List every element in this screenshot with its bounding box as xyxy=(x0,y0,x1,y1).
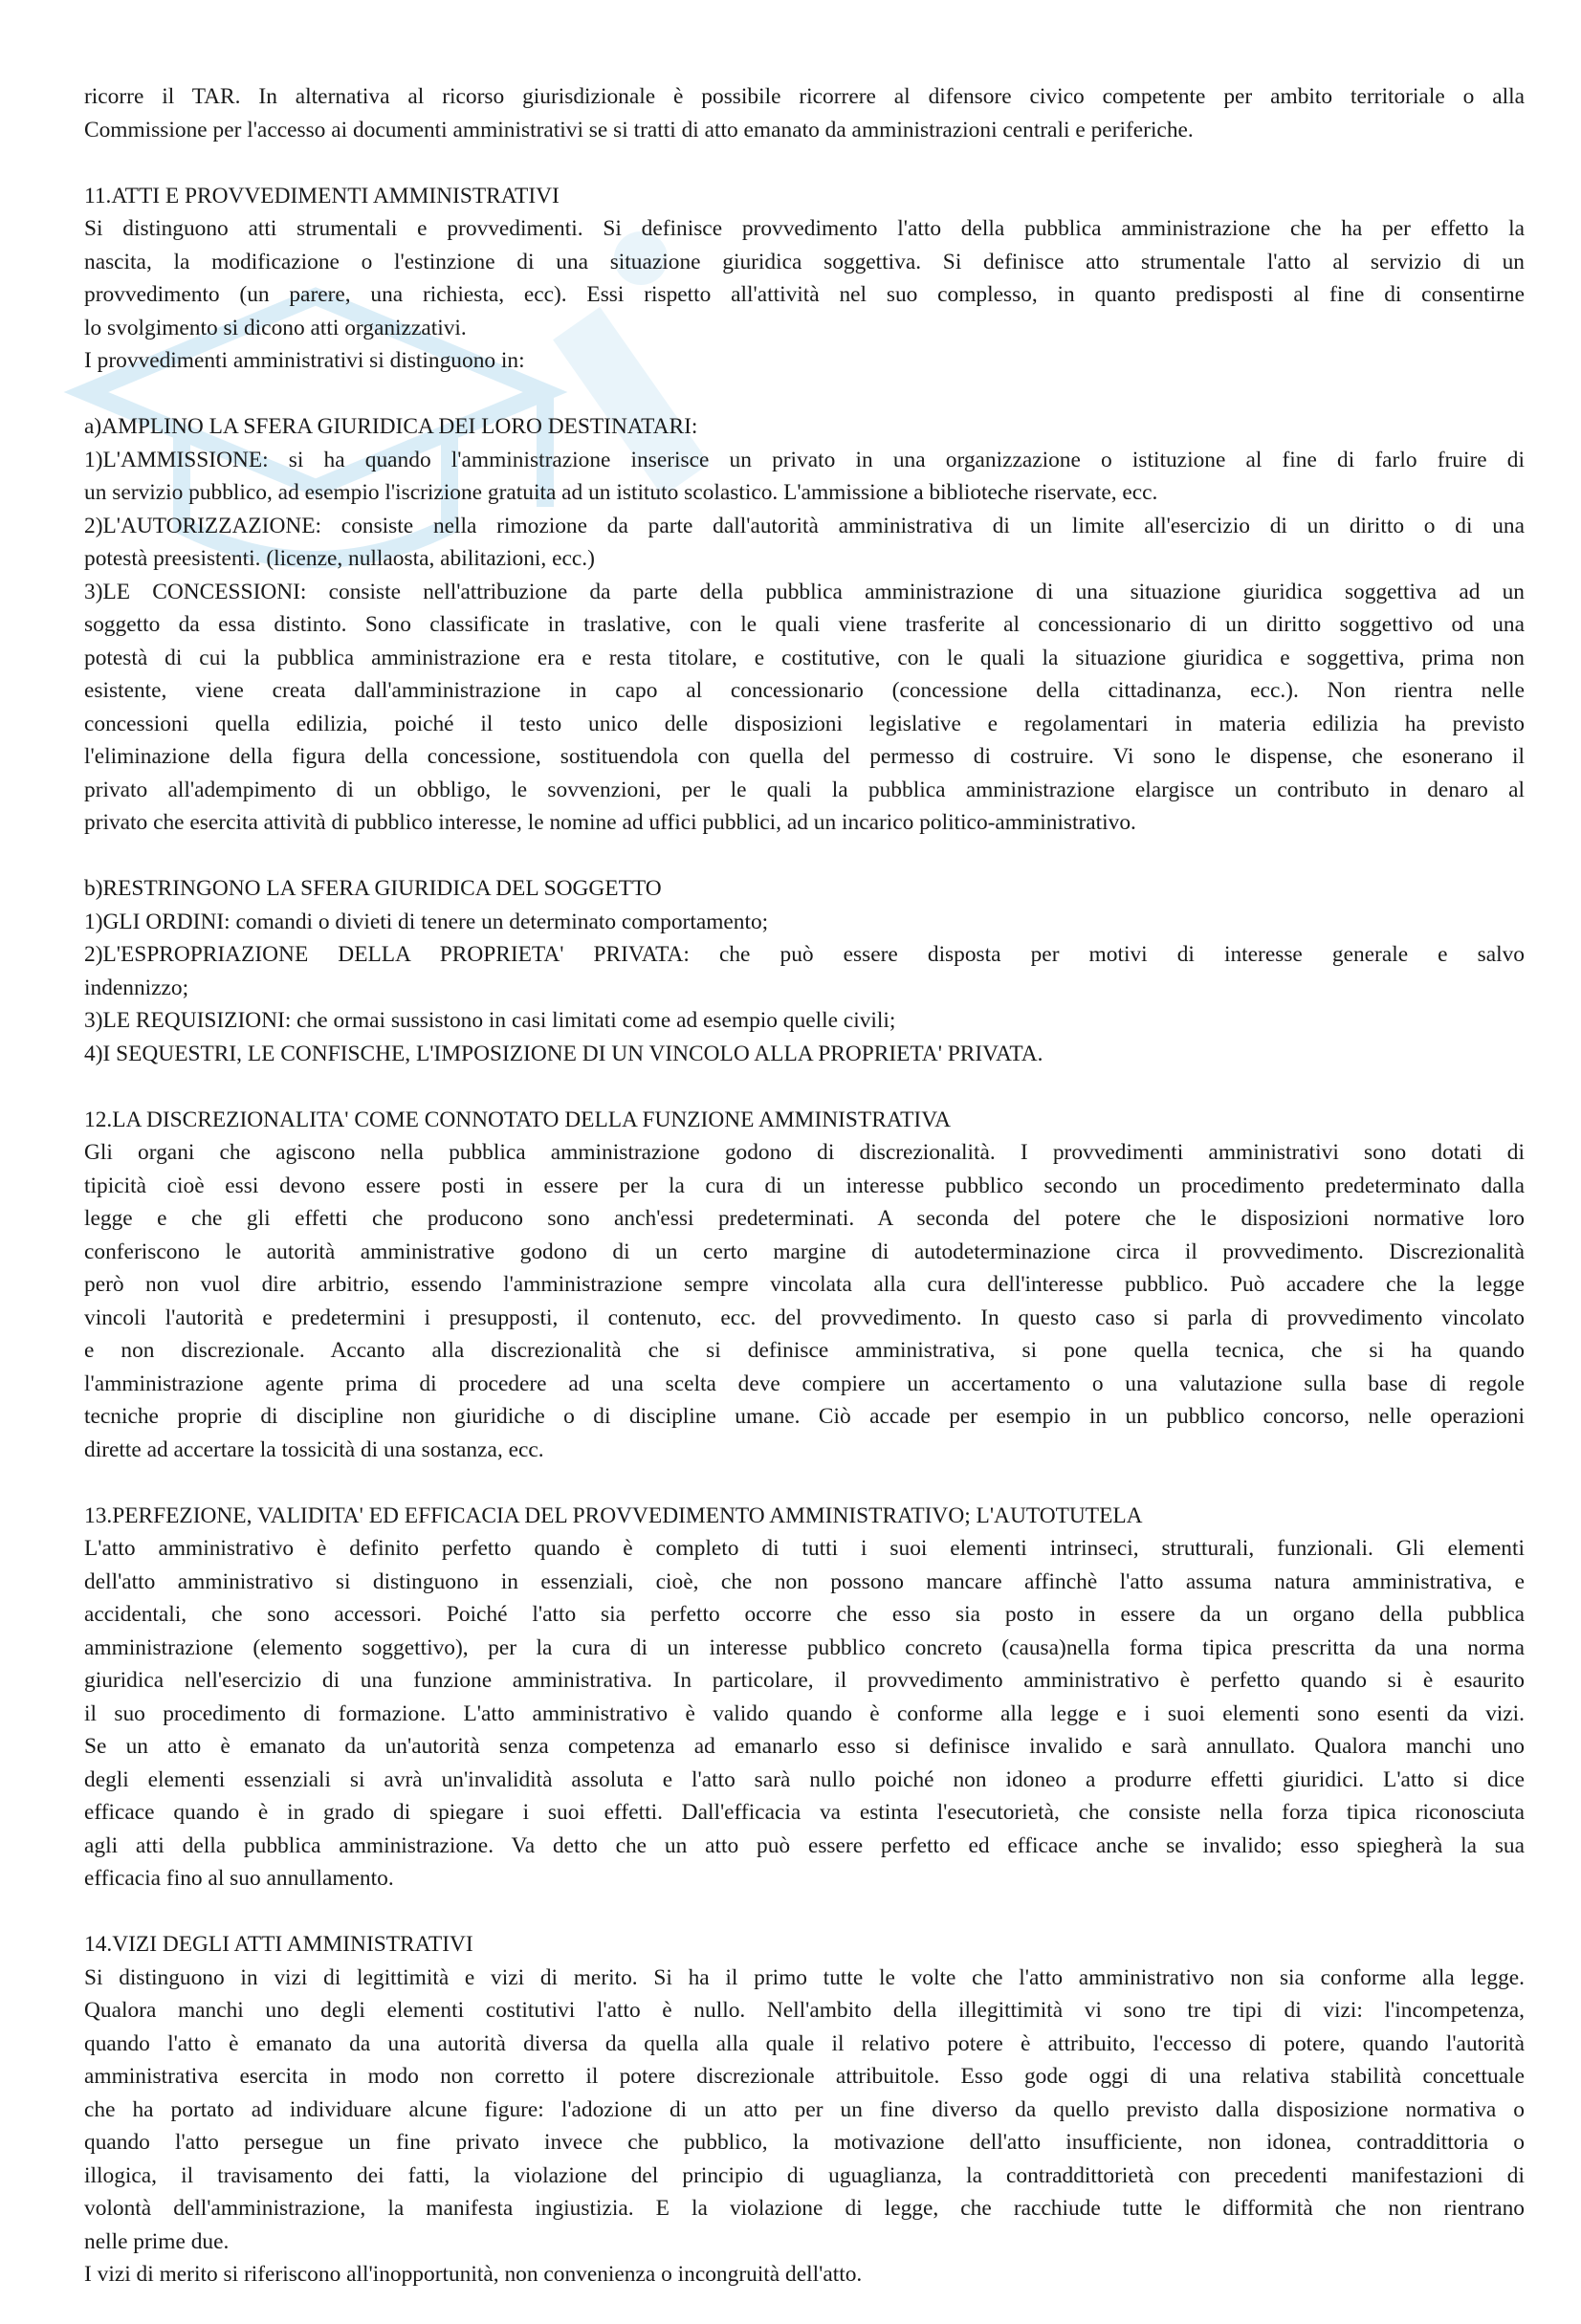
text-line: amministrativa esercita in modo non corretto il potere discrezionale attribuitole. Esso gode oggi di una relativa stabilità concettuale xyxy=(84,2064,1525,2089)
section-b-restrittivi xyxy=(84,872,1525,1070)
text-line: 2)L'ESPROPRIAZIONE DELLA PROPRIETA' PRIVATA: che può essere disposta per motivi di interesse generale e salvo xyxy=(84,942,1525,967)
text-line: Gli organi che agiscono nella pubblica amministrazione godono di discrezionalità. I provvedimenti amministrativi sono dotati di xyxy=(84,1140,1525,1165)
text-line: l'amministrazione agente prima di procedere ad una scelta deve compiere un accertamento o una valutazione sulla base di regole xyxy=(84,1370,1525,1396)
text-line: efficacia fino al suo annullamento. xyxy=(84,1866,394,1891)
text-line: illogica, il travisamento dei fatti, la violazione del principio di uguaglianza, la contraddittorietà con precedenti manifestazioni di xyxy=(84,2162,1525,2188)
text-line: il suo procedimento di formazione. L'atto amministrativo è valido quando è conforme alla legge e i suoi elementi sono esenti da vizi. xyxy=(84,1700,1525,1726)
text-line: 1)L'AMMISSIONE: si ha quando l'amministrazione inserisce un privato in una organizzazione o istituzione al fine di farlo fruire di xyxy=(84,447,1525,472)
text-line: tipicità cioè essi devono essere posti in essere per la cura di un interesse pubblico secondo un procedimento predeterminato dalla xyxy=(84,1173,1525,1198)
section-title: 11.ATTI E PROVVEDIMENTI AMMINISTRATIVI xyxy=(84,183,560,208)
text-line: conferiscono le autorità amministrative godono di un certo margine di autodeterminazione circa il provvedimento. Discrezionalità xyxy=(84,1239,1525,1264)
text-line: Commissione per l'accesso ai documenti amministrativi se si tratti di atto emanato da amministrazioni centrali e periferiche. xyxy=(84,117,1194,143)
text-line: volontà dell'amministrazione, la manifesta ingiustizia. E la violazione di legge, che racchiude tutte le difformità che non rientrano xyxy=(84,2196,1525,2221)
text-line: esistente, viene creata dall'amministrazione in capo al concessionario (concessione della cittadinanza, ecc.). Non rientra nelle xyxy=(84,678,1525,703)
text-line: dirette ad accertare la tossicità di una sostanza, ecc. xyxy=(84,1436,544,1462)
text-line: 3)LE CONCESSIONI: consiste nell'attribuzione da parte della pubblica amministrazione di una situazione giuridica soggettiva ad un xyxy=(84,579,1525,604)
section-title: 13.PERFEZIONE, VALIDITA' ED EFFICACIA DEL PROVVEDIMENTO AMMINISTRATIVO; L'AUTOTUTELA xyxy=(84,1502,1143,1528)
text-line: Si distinguono atti strumentali e provvedimenti. Si definisce provvedimento l'atto della pubblica amministrazione che ha per effetto la xyxy=(84,216,1525,241)
text-line: vincoli l'autorità e predetermini i presupposti, il contenuto, ecc. del provvedimento. In questo caso si parla di provvedimento vincolato xyxy=(84,1305,1525,1330)
section-title: 14.VIZI DEGLI ATTI AMMINISTRATIVI xyxy=(84,1932,473,1957)
document-page xyxy=(84,80,1525,2324)
text-line: accidentali, che sono accessori. Poiché l'atto sia perfetto occorre che esso sia posto in essere da un organo della pubblica xyxy=(84,1602,1525,1627)
subsection-title: b)RESTRINGONO LA SFERA GIURIDICA DEL SOGGETTO xyxy=(84,876,662,901)
text-line: indennizzo; xyxy=(84,975,189,1000)
text-line: che ha portato ad individuare alcune figure: l'adozione di un atto per un fine diverso da quello previsto dalla disposizione normativa o xyxy=(84,2096,1525,2122)
text-line: ricorre il TAR. In alternativa al ricorso giurisdizionale è possibile ricorrere al difensore civico competente per ambito territoriale o alla xyxy=(84,84,1525,109)
section-a-ampliativi xyxy=(84,410,1525,840)
text-line: Se un atto è emanato da un'autorità senza competenza ad emanarlo esso si definisce invalido e sarà annullato. Qualora manchi uno xyxy=(84,1734,1525,1759)
text-line: nelle prime due. xyxy=(84,2228,230,2254)
text-line: provvedimento (un parere, una richiesta, ecc). Essi rispetto all'attività nel suo complesso, in quanto predisposti al fine di consentirne xyxy=(84,282,1525,307)
text-line: I vizi di merito si riferiscono all'inopportunità, non convenienza o incongruità dell'atto. xyxy=(84,2262,863,2287)
text-line: quando l'atto è emanato da una autorità diversa da quella alla quale il relativo potere è attribuito, l'eccesso di potere, quando l'autorità xyxy=(84,2030,1525,2056)
text-line: dell'atto amministrativo si distinguono in essenziali, cioè, che non possono mancare affinchè l'atto assuma natura amministrativa, e xyxy=(84,1568,1525,1594)
text-line: privato che esercita attività di pubblico interesse, le nomine ad uffici pubblici, ad un incarico politico-amministrativo. xyxy=(84,810,1136,835)
text-line: un servizio pubblico, ad esempio l'iscrizione gratuita ad un istituto scolastico. L'ammissione a biblioteche riservate, ecc. xyxy=(84,480,1158,505)
text-line: amministrazione (elemento soggettivo), per la cura di un interesse pubblico concreto (causa)nella forma tipica prescritta da una norma xyxy=(84,1634,1525,1660)
section-12 xyxy=(84,1104,1525,1467)
text-line: soggetto da essa distinto. Sono classificate in traslative, con le quali viene trasferite al concessionario di un diritto soggettivo od una xyxy=(84,612,1525,637)
text-line: degli elementi essenziali si avrà un'invalidità assoluta e l'atto sarà nullo poiché non idoneo a produrre effetti giuridici. L'atto si dice xyxy=(84,1766,1525,1792)
text-line: agli atti della pubblica amministrazione. Va detto che un atto può essere perfetto ed efficace anche se invalido; esso spiegherà la sua xyxy=(84,1832,1525,1858)
text-line: però non vuol dire arbitrio, essendo l'amministrazione sempre vincolata alla cura dell'interesse pubblico. Può accadere che la legge xyxy=(84,1272,1525,1297)
intro-paragraph xyxy=(84,80,1525,146)
text-line: I provvedimenti amministrativi si distinguono in: xyxy=(84,348,525,373)
text-line: Qualora manchi uno degli elementi costitutivi l'atto è nullo. Nell'ambito della illegittimità vi sono tre tipi di vizi: l'incompetenza, xyxy=(84,1998,1525,2023)
section-13 xyxy=(84,1500,1525,1896)
text-line: quando l'atto persegue un fine privato invece che pubblico, la motivazione dell'atto insufficiente, non idonea, contraddittoria o xyxy=(84,2130,1525,2155)
text-line: efficace quando è in grado di spiegare i suoi effetti. Dall'efficacia va estinta l'esecutorietà, che consiste nella forza tipica riconosciuta xyxy=(84,1800,1525,1825)
text-line: L'atto amministrativo è definito perfetto quando è completo di tutti i suoi elementi intrinseci, strutturali, funzionali. Gli elementi xyxy=(84,1536,1525,1561)
text-line: 2)L'AUTORIZZAZIONE: consiste nella rimozione da parte dall'autorità amministrativa di un limite all'esercizio di un diritto o di una xyxy=(84,513,1525,538)
section-11 xyxy=(84,180,1525,378)
text-line: privato all'adempimento di un obbligo, le sovvenzioni, per le quali la pubblica amministrazione elargisce un contributo in denaro al xyxy=(84,777,1525,802)
text-line: e non discrezionale. Accanto alla discrezionalità che si definisce amministrativa, si pone quella tecnica, che si ha quando xyxy=(84,1338,1525,1363)
text-line: lo svolgimento si dicono atti organizzativi. xyxy=(84,315,467,340)
section-title: 12.LA DISCREZIONALITA' COME CONNOTATO DELLA FUNZIONE AMMINISTRATIVA xyxy=(84,1107,951,1132)
text-line: nascita, la modificazione o l'estinzione di una situazione giuridica soggettiva. Si definisce atto strumentale l'atto al servizio di un xyxy=(84,249,1525,274)
text-line: 4)I SEQUESTRI, LE CONFISCHE, L'IMPOSIZIONE DI UN VINCOLO ALLA PROPRIETA' PRIVATA. xyxy=(84,1041,1043,1066)
text-line: l'eliminazione della figura della concessione, sostituendola con quella del permesso di costruire. Vi sono le dispense, che esonerano il xyxy=(84,744,1525,769)
text-line: Si distinguono in vizi di legittimità e vizi di merito. Si ha il primo tutte le volte che l'atto amministrativo non sia conforme alla legge. xyxy=(84,1964,1525,1990)
text-line: concessioni quella edilizia, poiché il testo unico delle disposizioni legislative e regolamentari in materia edilizia ha previsto xyxy=(84,711,1525,736)
text-line: legge e che gli effetti che producono sono anch'essi predeterminati. A seconda del potere che le disposizioni normative loro xyxy=(84,1206,1525,1231)
text-line: 1)GLI ORDINI: comandi o divieti di tenere un determinato comportamento; xyxy=(84,909,769,934)
text-line: tecniche proprie di discipline non giuridiche o di discipline umane. Ciò accade per esempio in un pubblico concorso, nelle operazioni xyxy=(84,1404,1525,1429)
text-line: giuridica nell'esercizio di una funzione amministrativa. In particolare, il provvedimento amministrativo è perfetto quando si è esaurito xyxy=(84,1668,1525,1693)
text-line: 3)LE REQUISIZIONI: che ormai sussistono in casi limitati come ad esempio quelle civili; xyxy=(84,1008,896,1033)
text-line: potestà di cui la pubblica amministrazione era e resta titolare, e costitutive, con le quali la situazione giuridica e soggettiva, prima non xyxy=(84,645,1525,670)
subsection-title: a)AMPLINO LA SFERA GIURIDICA DEI LORO DESTINATARI: xyxy=(84,414,698,439)
text-line: potestà preesistenti. (licenze, nullaosta, abilitazioni, ecc.) xyxy=(84,546,595,571)
